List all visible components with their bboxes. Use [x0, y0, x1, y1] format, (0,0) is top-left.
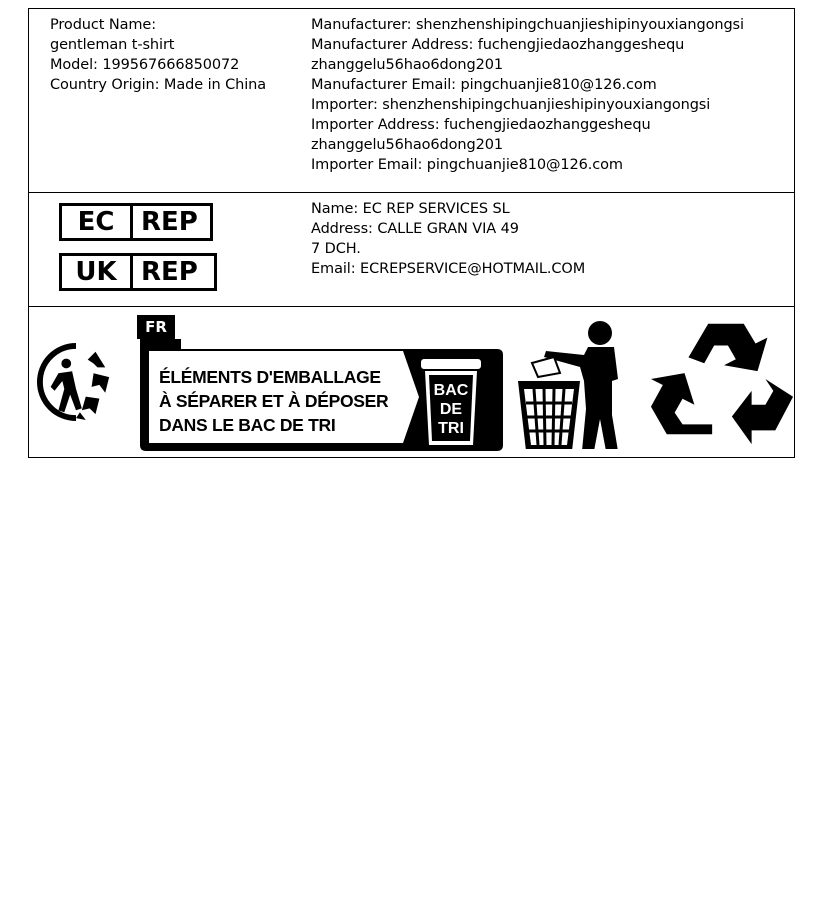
- product-info-row: [29, 9, 794, 193]
- uk-rep-suffix: REP: [141, 257, 198, 287]
- product-details: [50, 15, 266, 95]
- product-model: Model: 199567666850072: [50, 57, 240, 73]
- uk-rep-prefix: UK: [62, 256, 133, 288]
- compliance-label: [28, 8, 795, 458]
- fr-instructions: [159, 365, 388, 437]
- ec-rep-mark: [59, 203, 213, 241]
- bin-line-2: DE: [439, 401, 463, 418]
- product-origin: Country Origin: Made in China: [50, 77, 267, 93]
- representative-details: [311, 199, 585, 279]
- fr-line-2: À SÉPARER ET À DÉPOSER: [159, 391, 389, 411]
- rep-address: Address: CALLE GRAN VIA 49: [311, 221, 519, 237]
- tidyman-icon: [514, 319, 634, 449]
- importer-email: Importer Email: pingchuanjie810@126.com: [311, 157, 623, 173]
- rep-address-cont: 7 DCH.: [311, 241, 361, 257]
- manufacturer-details: [311, 15, 744, 175]
- rep-name: Name: EC REP SERVICES SL: [311, 201, 510, 217]
- importer-address: Importer Address: fuchengjiedaozhanggeshequ: [311, 117, 651, 133]
- manufacturer-name: Manufacturer: shenzhenshipingchuanjieshipinyouxiangongsi: [311, 17, 744, 33]
- product-name-label: Product Name:: [50, 17, 157, 33]
- bin-line-3: TRI: [438, 420, 464, 437]
- product-name-value: gentleman t-shirt: [50, 37, 175, 53]
- bin-line-1: BAC: [433, 382, 469, 399]
- manufacturer-address-cont: zhanggelu56hao6dong201: [311, 57, 503, 73]
- fr-line-3: DANS LE BAC DE TRI: [159, 415, 336, 435]
- representative-row: [29, 193, 794, 307]
- recycle-icon: [649, 307, 797, 457]
- manufacturer-email: Manufacturer Email: pingchuanjie810@126.com: [311, 77, 657, 93]
- fr-info-banner: [137, 315, 505, 453]
- rep-email: Email: ECREPSERVICE@HOTMAIL.COM: [311, 261, 586, 277]
- importer-address-cont: zhanggelu56hao6dong201: [311, 137, 503, 153]
- uk-rep-mark: [59, 253, 217, 291]
- manufacturer-address: Manufacturer Address: fuchengjiedaozhanggeshequ: [311, 37, 685, 53]
- ec-rep-suffix: REP: [141, 207, 198, 237]
- triman-icon: [37, 337, 115, 427]
- fr-country-tag: FR: [137, 315, 175, 339]
- importer-name: Importer: shenzhenshipingchuanjieshipinyouxiangongsi: [311, 97, 711, 113]
- fr-line-1: ÉLÉMENTS D'EMBALLAGE: [159, 367, 381, 387]
- sorting-bin-icon: [419, 357, 483, 449]
- ec-rep-prefix: EC: [62, 206, 133, 238]
- recycling-row: [29, 307, 794, 459]
